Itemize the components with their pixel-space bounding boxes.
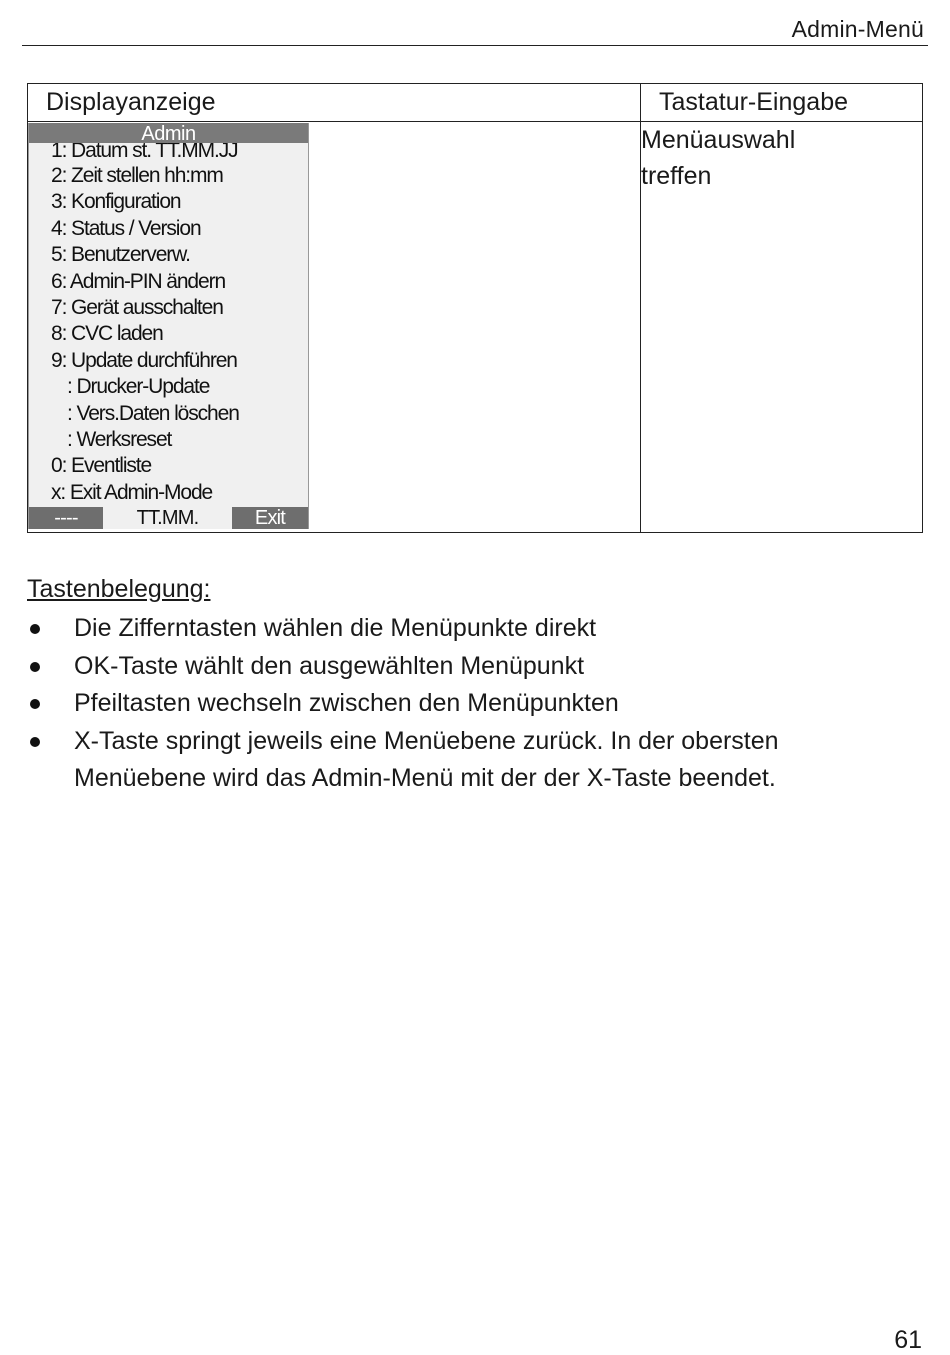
lcd-menu-item: 2: Zeit stellen hh:mm	[51, 164, 223, 187]
softkey-right: Exit	[232, 507, 308, 529]
lcd-menu-item: 4: Status / Version	[51, 216, 201, 240]
lcd-title-bar: Admin	[29, 123, 308, 143]
lcd-menu-subitem: : Drucker-Update	[67, 375, 210, 399]
list-item-text: Die Zifferntasten wählen die Menüpunkte direkt	[74, 614, 597, 642]
lcd-menu-item: 7: Gerät ausschalten	[51, 295, 223, 319]
keys-text-line: treffen	[641, 162, 712, 190]
softkey-left: ----	[29, 507, 103, 529]
page-number: 61	[894, 1326, 922, 1354]
list-item-text: OK-Taste wählt den ausgewählten Menüpunkt	[74, 651, 585, 680]
list-item	[27, 685, 907, 723]
lcd-menu-item: 1: Datum st. TT.MM.JJ	[51, 143, 238, 162]
column-header-keys: Tastatur-Eingabe	[641, 84, 923, 122]
lcd-menu-item: 5: Benutzerverw.	[51, 243, 190, 267]
table-header-row	[28, 84, 923, 122]
lcd-menu-subitem: : Vers.Daten löschen	[67, 401, 239, 425]
header-rule	[22, 45, 928, 46]
table-row	[28, 122, 923, 533]
list-item	[27, 648, 907, 686]
column-header-display: Displayanzeige	[28, 84, 641, 122]
page-header-title: Admin-Menü	[791, 16, 924, 42]
lcd-menu-item: 6: Admin-PIN ändern	[51, 269, 226, 293]
lcd-menu-item: 0: Eventliste	[51, 454, 152, 478]
list-item-text: Pfeiltasten wechseln zwischen den Menüpunkten	[74, 689, 619, 717]
lcd-menu-item: 9: Update durchführen	[51, 348, 237, 372]
bullet-list	[27, 610, 907, 798]
section-heading: Tastenbelegung:	[27, 575, 211, 603]
bullet-dot-icon	[30, 737, 40, 747]
keys-cell	[641, 122, 923, 533]
lcd-menu-subitem: : Werksreset	[67, 427, 172, 451]
lcd-menu-item: 8: CVC laden	[51, 322, 163, 346]
list-item-text: X-Taste springt jeweils eine Menüebene zurück. In der obersten Menüebene wird das Admin-Menü mit der der X-Taste beendet.	[74, 726, 779, 792]
list-item	[27, 723, 907, 798]
display-cell	[28, 122, 641, 533]
lcd-softkey-bar	[29, 507, 308, 529]
bullet-dot-icon	[30, 662, 40, 672]
lcd-screen	[28, 123, 309, 529]
lcd-menu-item: x: Exit Admin-Mode	[51, 480, 213, 504]
bullet-dot-icon	[30, 624, 40, 634]
display-table	[27, 83, 923, 533]
bullet-dot-icon	[30, 699, 40, 709]
keys-text-line: Menüauswahl	[641, 126, 796, 154]
lcd-menu-item: 3: Konfiguration	[51, 190, 181, 214]
lcd-menu-list	[29, 143, 308, 506]
list-item	[27, 610, 907, 648]
softkey-middle: TT.MM.	[103, 507, 232, 529]
